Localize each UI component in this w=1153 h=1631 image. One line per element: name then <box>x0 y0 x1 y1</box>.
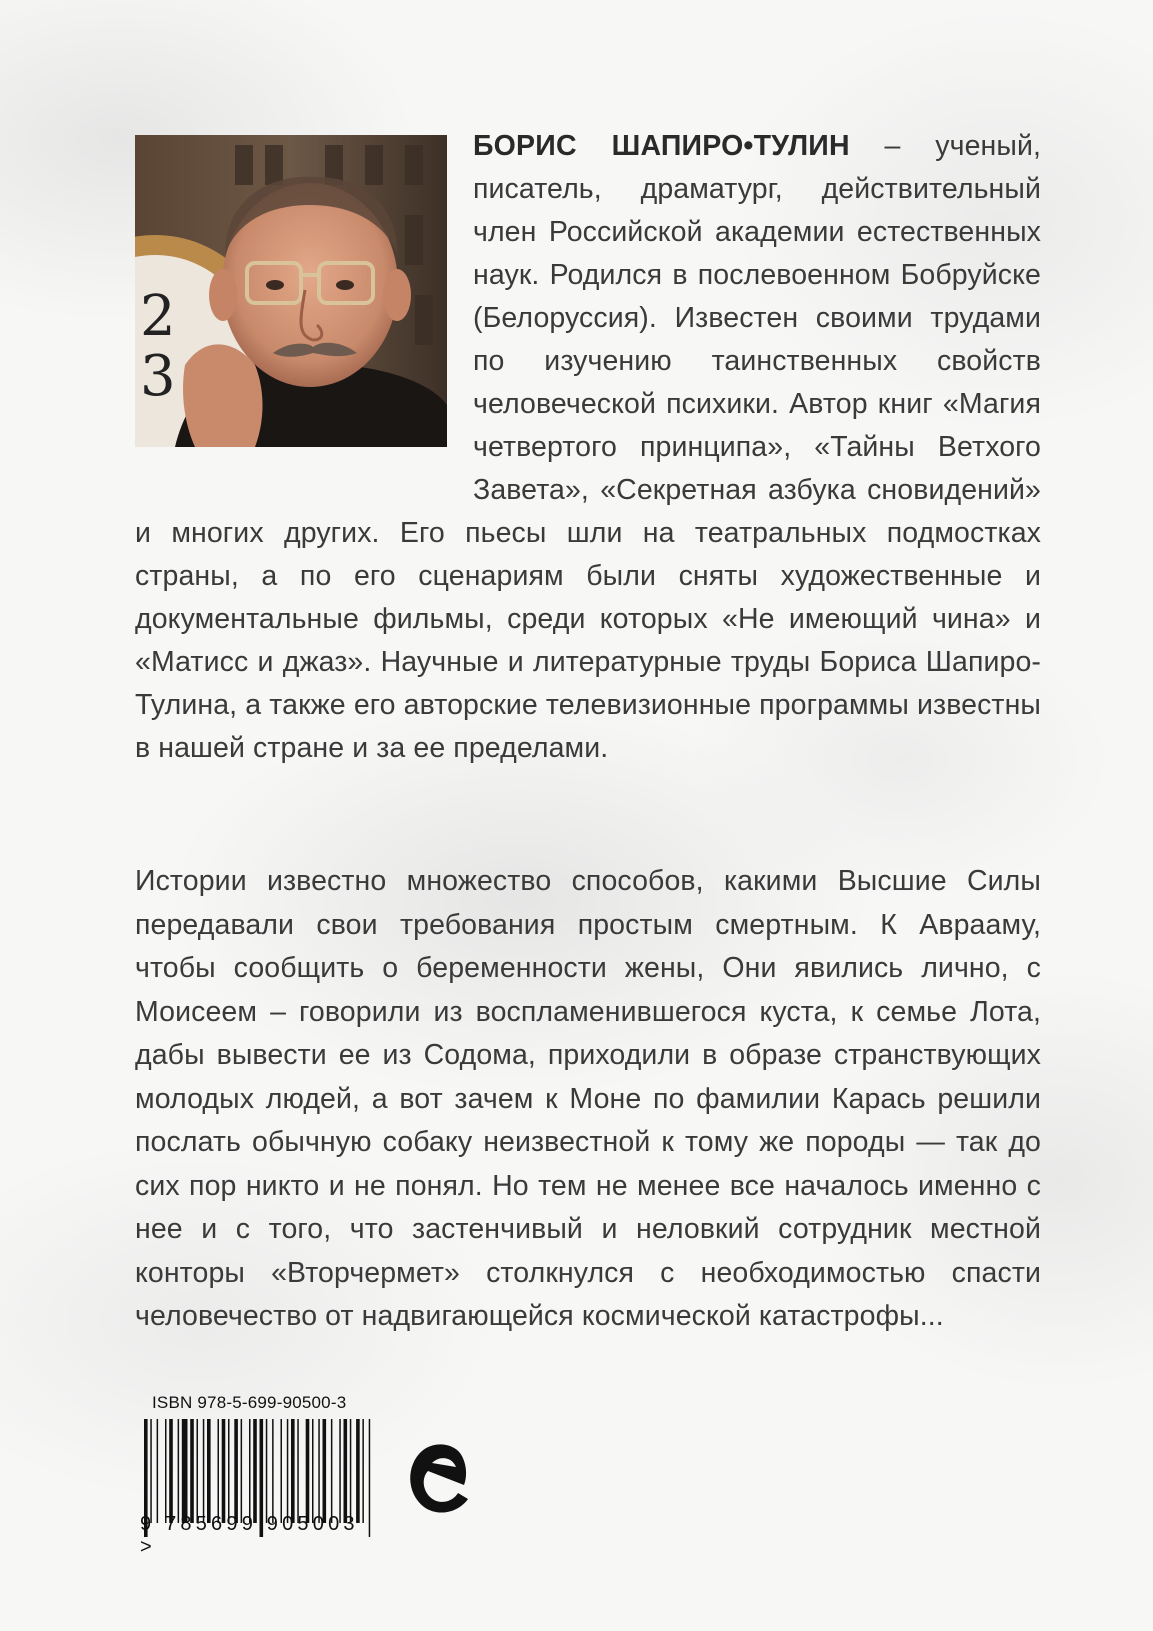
barcode-bar <box>350 1419 352 1523</box>
barcode-bar <box>318 1419 320 1523</box>
barcode-bar <box>253 1419 257 1523</box>
barcode-bar <box>169 1419 173 1523</box>
barcode-bar <box>197 1419 199 1523</box>
barcode-bar <box>344 1419 348 1523</box>
barcode-bar <box>178 1419 180 1523</box>
barcode-digits: 9 785699 905003 > <box>140 1513 359 1558</box>
author-bio-text: – ученый, писатель, драматург, действительный член Российской академии естественных наук. Родился в послевоенном Бобруйске (Белоруссия). Известен своими трудами по изучению таинственных свойств человеческой психики. Автор книг «Магия четвертого принципа», «Тайны Ветхого Завета», «Секретная азбука сновидений» и многих других. Его пьесы шли на театральных подмостках страны, а по его сценариям были сняты художественные и документальные фильмы, среди которых «Не имеющий чина» и «Матисс и джаз». Научные и литературные труды Бориса Шапиро-Тулина, а также его авторские телевизионные программы известны в нашей стране и за ее пределами. <box>135 130 1041 764</box>
barcode-bar <box>207 1419 211 1523</box>
isbn-label: ISBN 978-5-699-90500-3 <box>152 1393 347 1412</box>
svg-text:2: 2 <box>140 284 176 349</box>
barcode-bar <box>323 1419 327 1523</box>
barcode-bar <box>150 1419 152 1523</box>
author-name: БОРИС ШАПИРО•ТУЛИН <box>473 130 850 162</box>
barcode-bar <box>291 1419 295 1523</box>
barcode-bar <box>203 1419 205 1523</box>
barcode-bar <box>331 1419 333 1523</box>
barcode-bar <box>287 1419 289 1523</box>
eksmo-logo-icon <box>402 1435 476 1519</box>
photo-spacer <box>135 125 473 470</box>
barcode-bar <box>182 1419 188 1523</box>
barcode-bar <box>165 1419 167 1523</box>
barcode-bar <box>339 1419 341 1523</box>
barcode-bar <box>362 1419 364 1523</box>
barcode-bar <box>218 1419 220 1523</box>
barcode-bar <box>234 1419 238 1523</box>
barcode-bar <box>228 1419 230 1523</box>
barcode-bar <box>241 1419 243 1523</box>
barcode-bar <box>157 1419 159 1523</box>
book-synopsis: Истории известно множество способов, какими Высшие Силы передавали свои требования простым смертным. К Аврааму, чтобы сообщить о беременности жены, Они явились лично, с Моисеем – говорили из воспламенившегося куста, к семье Лота, дабы вывести ее из Содома, приходили в образе странствующих молодых людей, а вот зачем к Моне по фамилии Карась решили послать обычную собаку неизвестной к тому же породы — так до сих пор никто и не понял. Но тем не менее все началось именно с нее и с того, что застенчивый и неловкий сотрудник местной конторы «Вторчермет» столкнулся с необходимостью спасти человечество от надвигающейся космической катастрофы... <box>135 865 1041 1332</box>
isbn-block <box>140 1393 400 1558</box>
barcode-bar <box>222 1419 226 1523</box>
svg-text:3: 3 <box>140 344 176 409</box>
author-bio <box>135 125 1041 770</box>
barcode-bar <box>297 1419 299 1523</box>
barcode-bar <box>190 1419 194 1523</box>
barcode-bar <box>356 1419 360 1523</box>
barcode-bar <box>249 1419 251 1523</box>
barcode-bar <box>272 1419 274 1523</box>
barcode-bar <box>266 1419 268 1523</box>
barcode-bar <box>312 1419 314 1523</box>
barcode-bar <box>281 1419 283 1523</box>
barcode-bar <box>306 1419 310 1523</box>
